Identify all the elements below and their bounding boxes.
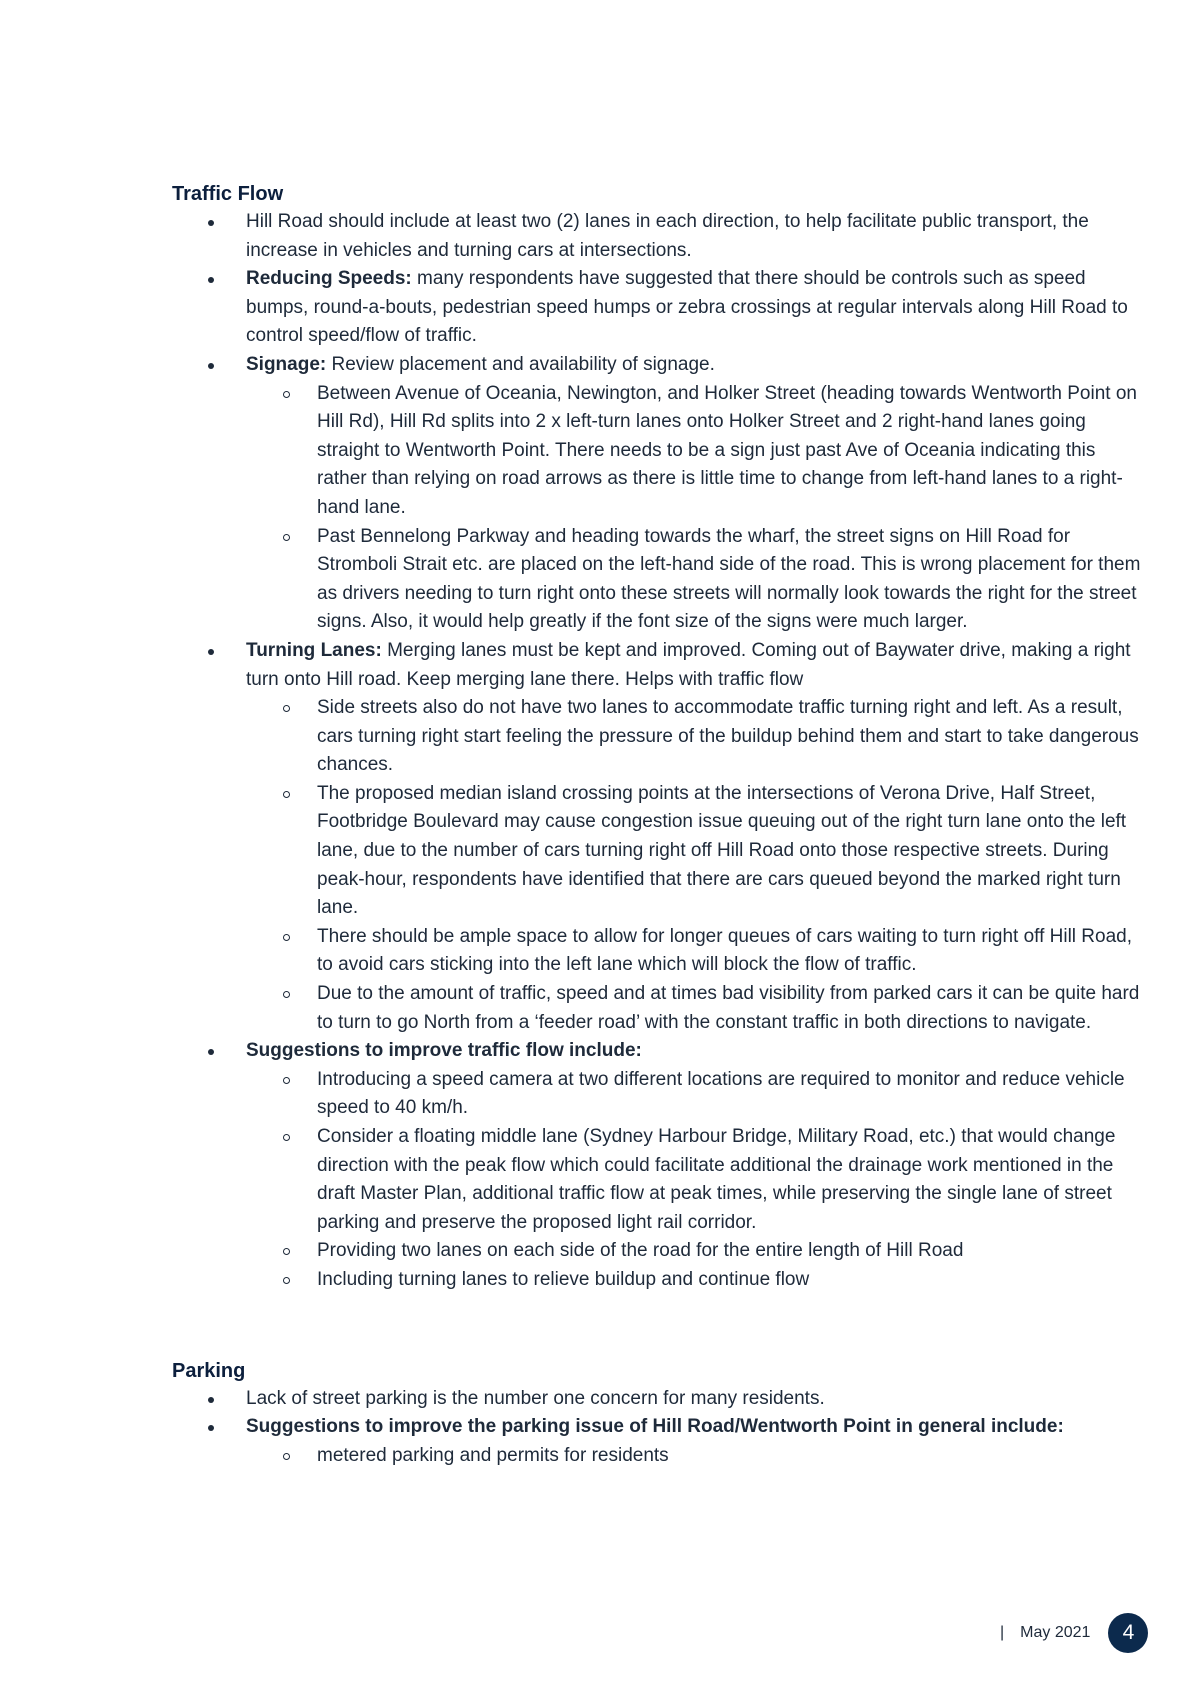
item-lead: Reducing Speeds: <box>246 268 412 290</box>
sub-item-text: Due to the amount of traffic, speed and at times bad visibility from parked cars it can be quite hard to turn to go North from a ‘feeder road’ with the constant traffic in both directions to navigate. <box>317 983 1140 1033</box>
sub-item-text: Introducing a speed camera at two different locations are required to monitor and reduce vehicle speed to 40 km/h. <box>317 1068 1125 1119</box>
sub-item-text: metered parking and permits for residents <box>317 1444 669 1466</box>
bullet-icon <box>208 1397 214 1403</box>
item-lead: Suggestions to improve the parking issue of Hill Road/Wentworth Point in general include: <box>246 1416 1064 1438</box>
sub-item-text: Between Avenue of Oceania, Newington, and Holker Street (heading towards Wentworth Point on Hill Rd), Hill Rd splits into 2 x left-turn lanes onto Holker Street and 2 right-hand lanes going straight to Wentworth Point. There needs to be a sign just past Ave of Oceania indicating this rather than relying on road arrows as there is little time to change from left-hand lanes to a right-hand lane. <box>317 382 1137 518</box>
list-item <box>172 1385 1142 1414</box>
list-item <box>172 1413 1142 1470</box>
sub-list-item <box>172 523 1142 637</box>
list-item <box>172 351 1142 637</box>
circle-bullet-icon <box>283 1277 290 1284</box>
circle-bullet-icon <box>283 991 290 998</box>
item-lead: Suggestions to improve traffic flow include: <box>246 1040 642 1062</box>
bullet-icon <box>208 1049 214 1055</box>
list-item <box>172 265 1142 351</box>
sub-item-text: Past Bennelong Parkway and heading towards the wharf, the street signs on Hill Road for Stromboli Strait etc. are placed on the left-hand side of the road. This is wrong placement for them as drivers needing to turn right onto these streets will normally look towards the right for the street signs. Also, it would help greatly if the font size of the signs were much larger. <box>317 525 1141 633</box>
sub-list-item <box>172 780 1142 923</box>
parking-list <box>172 1385 1142 1471</box>
bullet-icon <box>208 1425 214 1431</box>
bullet-icon <box>208 220 214 226</box>
sub-item-text: The proposed median island crossing points at the intersections of Verona Drive, Half Street, Footbridge Boulevard may cause congestion issue queuing out of the right turn lane onto the left lane, due to the number of cars turning right off Hill Road onto those respective streets. During peak-hour, respondents have identified that there are cars queued beyond the marked right turn lane. <box>317 782 1127 919</box>
suggestions-sublist <box>172 1066 1142 1295</box>
circle-bullet-icon <box>283 791 290 798</box>
sub-list-item <box>172 1066 1142 1123</box>
item-text: Merging lanes must be kept and improved. Coming out of Baywater drive, making a right turn onto Hill road. Keep merging lane there. Helps with traffic flow <box>246 639 1131 690</box>
circle-bullet-icon <box>283 934 290 941</box>
list-item <box>172 637 1142 1037</box>
sub-item-text: Side streets also do not have two lanes to accommodate traffic turning right and left. As a result, cars turning right start feeling the pressure of the buildup behind them and start to take dangerous chances. <box>317 697 1139 776</box>
footer-separator: | <box>1000 1624 1005 1641</box>
sub-list-item <box>172 980 1142 1037</box>
traffic-flow-list <box>172 208 1142 1295</box>
bullet-icon <box>208 277 214 283</box>
list-item <box>172 208 1142 265</box>
sub-list-item <box>172 1442 1142 1471</box>
turning-lanes-sublist <box>172 694 1142 1037</box>
bullet-icon <box>208 649 214 655</box>
item-lead: Signage: <box>246 353 327 375</box>
sub-item-text: Including turning lanes to relieve buildup and continue flow <box>317 1268 810 1290</box>
parking-sublist <box>172 1442 1142 1471</box>
signage-sublist <box>172 380 1142 637</box>
circle-bullet-icon <box>283 1077 290 1084</box>
bullet-icon <box>208 363 214 369</box>
traffic-flow-heading: Traffic Flow <box>172 183 284 205</box>
page-footer <box>1000 1613 1148 1653</box>
item-text: Lack of street parking is the number one concern for many residents. <box>246 1387 825 1409</box>
circle-bullet-icon <box>283 1248 290 1255</box>
list-item <box>172 1037 1142 1294</box>
circle-bullet-icon <box>283 1453 290 1460</box>
sub-item-text: Consider a floating middle lane (Sydney Harbour Bridge, Military Road, etc.) that would change direction with the peak flow which could facilitate additional the drainage work mentioned in the draft Master Plan, additional traffic flow at peak times, while preserving the single lane of street parking and preserve the proposed light rail corridor. <box>317 1126 1116 1233</box>
circle-bullet-icon <box>283 705 290 712</box>
sub-list-item <box>172 1123 1142 1237</box>
sub-list-item <box>172 1237 1142 1266</box>
item-text: Review placement and availability of signage. <box>326 353 715 375</box>
circle-bullet-icon <box>283 391 290 398</box>
footer-date: May 2021 <box>1020 1624 1091 1641</box>
page-content <box>172 180 1142 1470</box>
item-text: many respondents have suggested that there should be controls such as speed bumps, round-a-bouts, pedestrian speed humps or zebra crossings at regular intervals along Hill Road to control speed/flow of traffic. <box>246 268 1128 347</box>
sub-item-text: Providing two lanes on each side of the road for the entire length of Hill Road <box>317 1240 964 1262</box>
sub-list-item <box>172 694 1142 780</box>
parking-heading: Parking <box>172 1359 246 1382</box>
item-lead: Turning Lanes: <box>246 639 382 661</box>
sub-list-item <box>172 380 1142 523</box>
circle-bullet-icon <box>283 534 290 541</box>
item-text: Hill Road should include at least two (2) lanes in each direction, to help facilitate public transport, the increase in vehicles and turning cars at intersections. <box>246 211 1089 261</box>
page-number-badge: 4 <box>1108 1613 1148 1653</box>
sub-item-text: There should be ample space to allow for longer queues of cars waiting to turn right off Hill Road, to avoid cars sticking into the left lane which will block the flow of traffic. <box>317 925 1132 976</box>
sub-list-item <box>172 1266 1142 1295</box>
circle-bullet-icon <box>283 1134 290 1141</box>
section-spacer <box>172 1295 1142 1357</box>
sub-list-item <box>172 923 1142 980</box>
